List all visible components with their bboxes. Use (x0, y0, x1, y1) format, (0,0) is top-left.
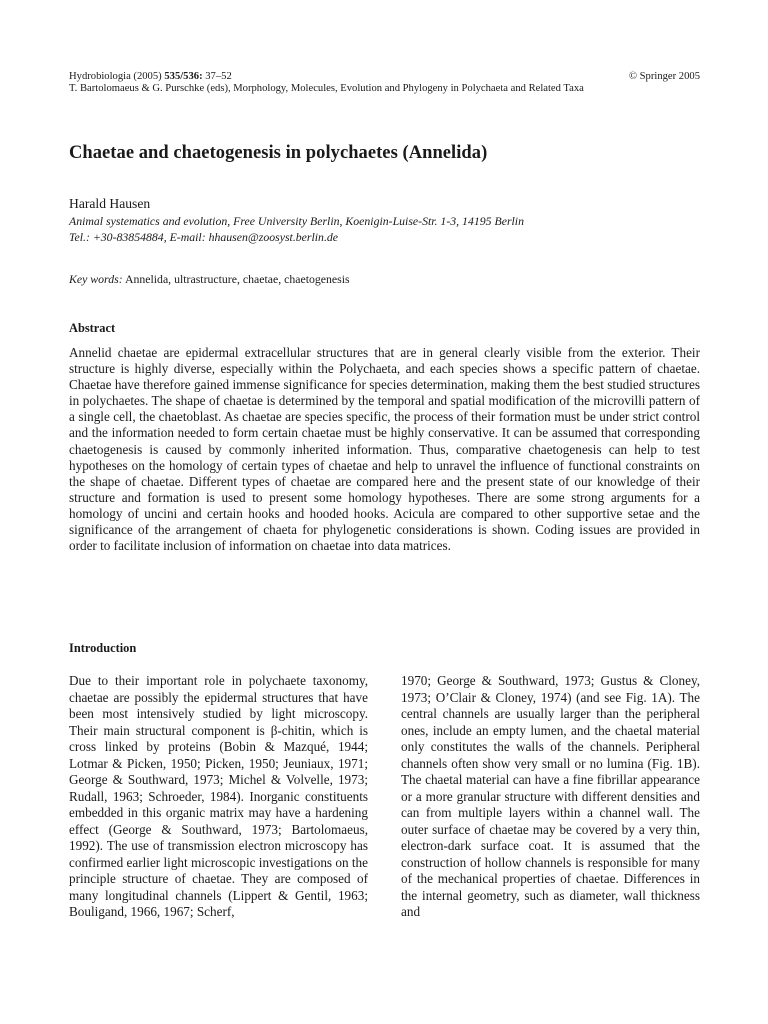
author-affiliation: Animal systematics and evolution, Free University Berlin, Koenigin-Luise-Str. 1-3, 14195 Berlin (69, 214, 524, 228)
journal-name: Hydrobiologia (2005) (69, 71, 165, 82)
keywords (69, 272, 350, 287)
abstract-heading: Abstract (69, 321, 116, 335)
introduction-column-right: 1970; George & Southward, 1973; Gustus & Cloney, 1973; O’Clair & Cloney, 1974) (and see Fig. 1A). The central channels are usually larger than the peripheral ones, include an empty lumen, and the chaetal material only constitutes the walls of the channels. Peripheral channels often show very small or no lumina (Fig. 1B). The chaetal material can have a fine fibrillar appearance or a more granular structure with different densities and can from multiple layers within a channel wall. The outer surface of chaetae may be covered by a very thin, electron-dark surface coat. It is assumed that the construction of hollow channels is responsible for many of the mechanical properties of chaetae. Differences in the internal geometry, such as diameter, wall thickness and (401, 673, 700, 919)
author-contact: Tel.: +30-83854884, E-mail: hhausen@zoosyst.berlin.de (69, 230, 339, 244)
journal-volume: 535/536: (164, 71, 203, 82)
abstract-text: Annelid chaetae are epidermal extracellular structures that are in general clearly visible from the exterior. Their structure is highly diverse, especially within the Polychaeta, and each species shows a specific pattern of chaetae. Chaetae have therefore gained immense significance for species determination, making them the best studied structures in polychaetes. The shape of chaetae is determined by the temporal and spatial modification of the microvilli pattern of a single cell, the chaetoblast. As chaetae are species specific, the process of their formation must be under strict control and the information needed to form certain chaetae must be highly conservative. It can be assumed that corresponding chaetogenesis is caused by commonly inherited information. Thus, comparative chaetogenesis can help to test hypotheses on the homology of certain types of chaetae and help to unravel the influence of functional constraints on the shape of chaetae. Different types of chaetae are compared here and the present state of our knowledge of their structure and formation is used to present some homology hypotheses. There are some strong arguments for a homology of uncini and certain hooks and hooded hooks. Acicula are compared to other supportive setae and the significance of the arrangement of chaeta for phylogenetic considerations is shown. Coding issues are provided in order to facilitate inclusion of information on chaetae into data matrices. (69, 345, 700, 554)
keywords-list: Annelida, ultrastructure, chaetae, chaetogenesis (122, 272, 350, 286)
copyright-notice: © Springer 2005 (628, 71, 700, 82)
journal-pages: 37–52 (202, 71, 232, 82)
article-title: Chaetae and chaetogenesis in polychaetes (Annelida) (69, 143, 488, 163)
keywords-label: Key words: (69, 272, 123, 286)
introduction-column-left: Due to their important role in polychaete taxonomy, chaetae are possibly the epidermal structures that have been most intensively studied by light microscopy. Their main structural component is β-chitin, which is cross linked by proteins (Bobin & Mazqué, 1944; Lotmar & Picken, 1950; Picken, 1950; Jeuniaux, 1971; George & Southward, 1973; Michel & Volvelle, 1973; Rudall, 1963; Schroeder, 1984). Inorganic constituents embedded in this organic matrix may have a hardening effect (George & Southward, 1973; Bartolomaeus, 1992). The use of transmission electron microscopy has confirmed earlier light microscopic investigations on the principle structure of chaetae. They are composed of many longitudinal channels (Lippert & Gentil, 1963; Bouligand, 1966, 1967; Scherf, (69, 673, 368, 919)
introduction-heading: Introduction (69, 641, 137, 655)
author-name: Harald Hausen (69, 196, 151, 211)
editors-line: T. Bartolomaeus & G. Purschke (eds), Morphology, Molecules, Evolution and Phylogeny in Polychaeta and Related Taxa (69, 83, 584, 94)
